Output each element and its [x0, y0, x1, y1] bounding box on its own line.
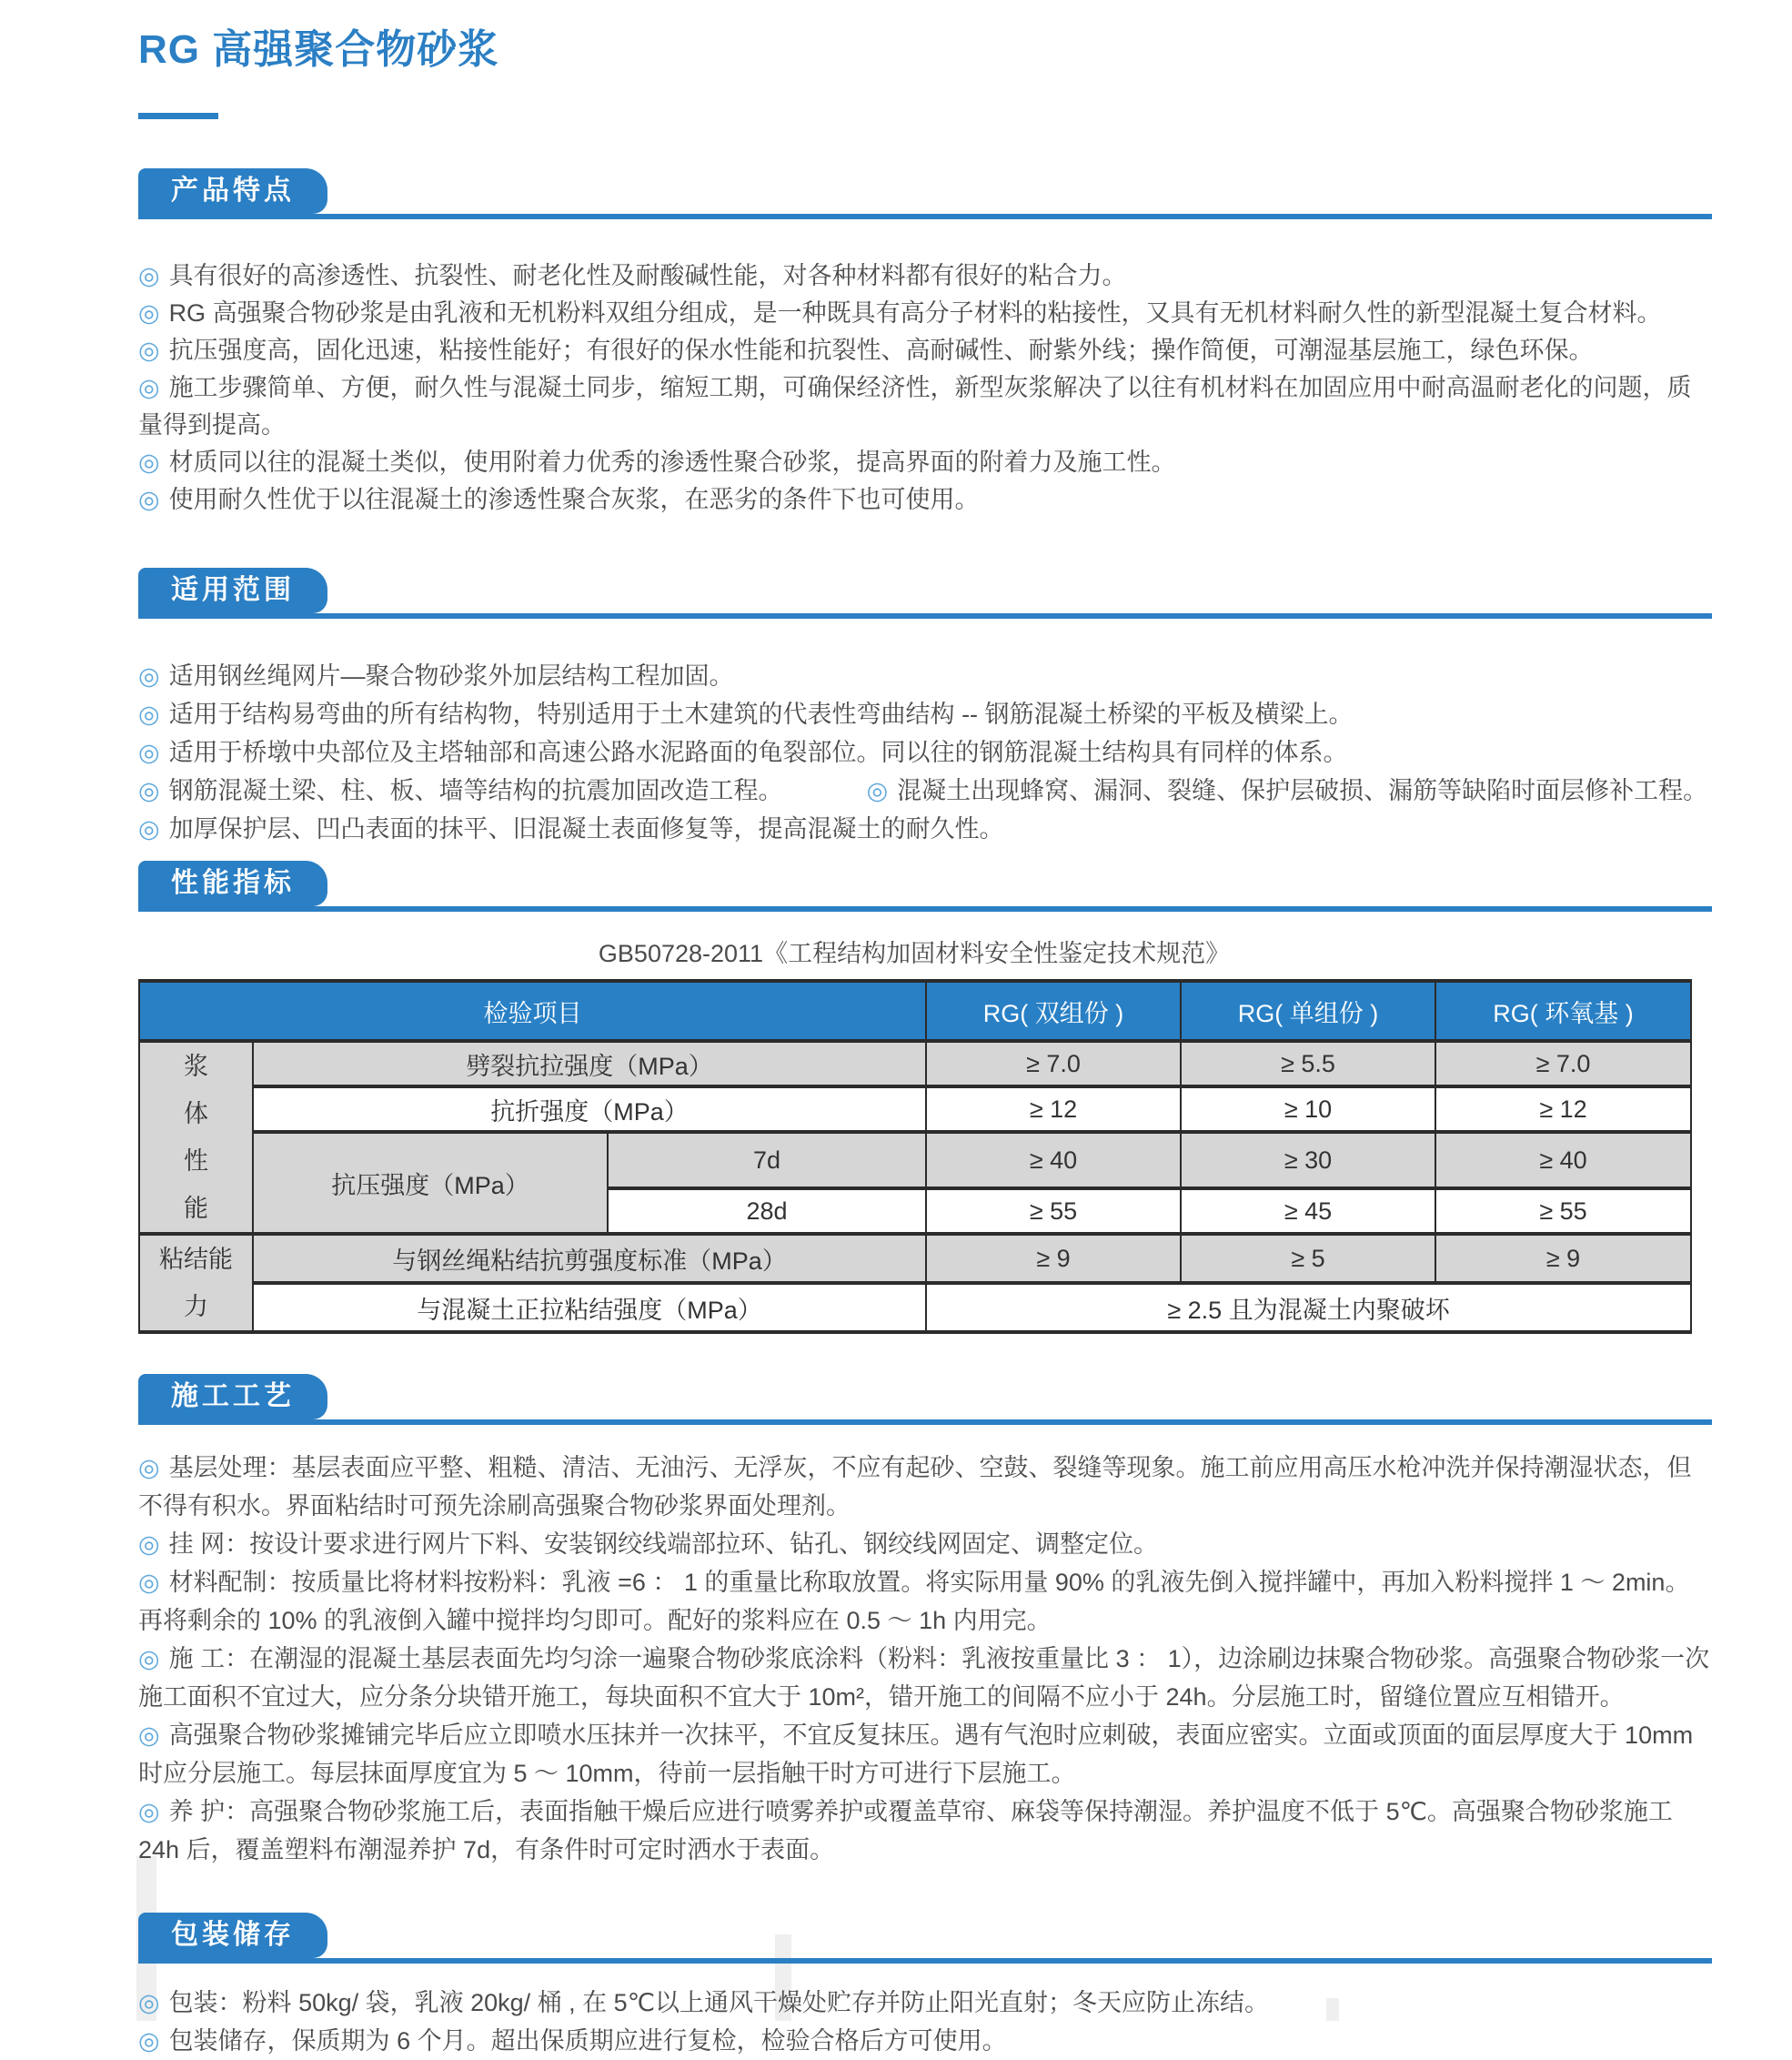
list-item-text: 适用于桥墩中央部位及主塔轴部和高速公路水泥路面的龟裂部位。同以往的钢筋混凝土结构具有同样的体系。	[168, 739, 1348, 766]
bullet-icon: ◎	[138, 2027, 160, 2055]
list-item	[138, 258, 1712, 295]
list-item	[138, 810, 1712, 848]
bullet-icon: ◎	[138, 449, 160, 476]
item-cell: 与混凝土正拉粘结强度（MPa）	[253, 1283, 926, 1332]
list-item	[138, 369, 1712, 444]
table-row	[139, 1041, 1691, 1086]
list-item	[138, 332, 1712, 369]
section-rule	[138, 1958, 1712, 1964]
value-cell: ≥ 9	[926, 1234, 1181, 1283]
item-cell: 与钢丝绳粘结抗剪强度标准（MPa）	[253, 1234, 926, 1283]
section-rule	[138, 906, 1712, 912]
list-item	[138, 444, 1712, 481]
list-item	[138, 1640, 1712, 1716]
table-row	[139, 1086, 1691, 1132]
list-item	[138, 1792, 1712, 1869]
item-cell: 抗折强度（MPa）	[253, 1086, 926, 1132]
section-tab-process: 施工工艺	[138, 1374, 327, 1419]
sub-cell: 28d	[608, 1188, 926, 1234]
table-header-row	[139, 981, 1691, 1041]
section-header-process	[138, 1374, 1712, 1425]
list-item-text: RG 高强聚合物砂浆是由乳液和无机粉料双组分组成，是一种既具有高分子材料的粘接性，又具有无机材料耐久性的新型混凝土复合材料。	[168, 299, 1662, 327]
list-item	[138, 1449, 1712, 1525]
bullet-icon: ◎	[138, 337, 160, 364]
list-item-pair	[138, 772, 1712, 810]
merged-value-cell: ≥ 2.5 且为混凝土内聚破坏	[926, 1283, 1691, 1332]
bullet-icon: ◎	[138, 815, 160, 843]
section-scope	[138, 568, 1712, 848]
bullet-icon: ◎	[138, 1645, 160, 1672]
page-title: RG 高强聚合物砂浆	[138, 27, 499, 72]
bullet-icon: ◎	[138, 701, 160, 728]
bullet-icon: ◎	[138, 1569, 160, 1596]
scope-list	[138, 657, 1712, 848]
list-item	[138, 1716, 1712, 1792]
list-item-text: 高强聚合物砂浆摊铺完毕后应立即喷水压抹并一次抹平，不宜反复抹压。遇有气泡时应刺破，表面应密实。立面或顶面的面层厚度大于 10mm 时应分层施工。每层抹面厚度宜为 5 ～ 10mm，待前一层指触干时方可进行下层施工。	[138, 1722, 1694, 1787]
section-header-features	[138, 168, 1712, 219]
table-row	[139, 1283, 1691, 1332]
list-item	[138, 733, 1712, 772]
list-item	[138, 695, 1712, 733]
group-label-slurry: 浆体性能	[139, 1041, 253, 1234]
section-packaging	[138, 1913, 1712, 2060]
bullet-icon: ◎	[138, 1798, 160, 1825]
section-tab-features: 产品特点	[138, 168, 327, 214]
value-cell: ≥ 9	[1435, 1234, 1691, 1283]
section-features	[138, 168, 1712, 519]
list-item	[138, 481, 1712, 519]
section-header-performance	[138, 861, 1712, 912]
bullet-icon: ◎	[138, 1722, 160, 1749]
value-cell: ≥ 55	[926, 1188, 1181, 1234]
section-rule	[138, 613, 1712, 619]
section-tab-packaging: 包装储存	[138, 1913, 327, 1958]
value-cell: ≥ 10	[1181, 1086, 1435, 1132]
list-item-text: 养 护：高强聚合物砂浆施工后，表面指触干燥后应进行喷雾养护或覆盖草帘、麻袋等保持潮湿。养护温度不低于 5℃。高强聚合物砂浆施工 24h 后，覆盖塑料布潮湿养护 7d，有条件时可定时洒水于表面。	[138, 1798, 1673, 1863]
packaging-list	[138, 1984, 1712, 2060]
list-item	[138, 1525, 1712, 1563]
value-cell: ≥ 40	[1435, 1132, 1691, 1188]
bullet-icon: ◎	[138, 739, 160, 766]
list-item-text: 施 工：在潮湿的混凝土基层表面先均匀涂一遍聚合物砂浆底涂料（粉料：乳液按重量比 3 ： 1），边涂刷边抹聚合物砂浆。高强聚合物砂浆一次施工面积不宜过大，应分条分块错开施工，每块面积不宜大于 10m²，错开施工的间隔不应小于 24h。分层施工时，留缝位置应互相错开。	[138, 1645, 1710, 1711]
section-header-scope	[138, 568, 1712, 619]
header-cell-rg2: RG( 双组份 )	[926, 981, 1181, 1041]
table-row	[139, 1132, 1691, 1188]
list-item-text: 钢筋混凝土梁、柱、板、墙等结构的抗震加固改造工程。	[168, 777, 783, 804]
list-item-text: 施工步骤简单、方便，耐久性与混凝土同步，缩短工期，可确保经济性，新型灰浆解决了以往有机材料在加固应用中耐高温耐老化的问题，质量得到提高。	[138, 374, 1692, 439]
sub-cell: 7d	[608, 1132, 926, 1188]
section-process	[138, 1374, 1712, 1869]
list-item-text: 使用耐久性优于以往混凝土的渗透性聚合灰浆，在恶劣的条件下也可使用。	[168, 486, 980, 513]
header-cell-rge: RG( 环氧基 )	[1435, 981, 1691, 1041]
value-cell: ≥ 45	[1181, 1188, 1435, 1234]
list-item-text: 抗压强度高，固化迅速，粘接性能好；有很好的保水性能和抗裂性、高耐碱性、耐紫外线；操作简便，可潮湿基层施工，绿色环保。	[168, 337, 1594, 364]
value-cell: ≥ 5	[1181, 1234, 1435, 1283]
section-tab-performance: 性能指标	[138, 861, 327, 906]
bullet-icon: ◎	[138, 262, 160, 289]
header-cell-item: 检验项目	[139, 981, 926, 1041]
list-item	[138, 657, 1712, 695]
list-item-text: 材料配制：按质量比将材料按粉料：乳液 =6 ： 1 的重量比称取放置。将实际用量 90% 的乳液先倒入搅拌罐中，再加入粉料搅拌 1 ～ 2min。再将剩余的 10% 的乳液倒入罐中搅拌均匀即可。配好的浆料应在 0.5 ～ 1h 内用完。	[138, 1569, 1690, 1634]
item-cell: 劈裂抗拉强度（MPa）	[253, 1041, 926, 1086]
item-cell: 抗压强度（MPa）	[253, 1132, 608, 1234]
list-item-text: 包装：粉料 50kg/ 袋，乳液 20kg/ 桶 , 在 5℃以上通风干燥处贮存并防止阳光直射；冬天应防止冻结。	[168, 1989, 1270, 2016]
list-item-text: 挂 网：按设计要求进行网片下料、安装钢绞线端部拉环、钻孔、钢绞线网固定、调整定位。	[168, 1530, 1159, 1558]
bullet-icon: ◎	[138, 1530, 160, 1558]
list-item-text: 具有很好的高渗透性、抗裂性、耐老化性及耐酸碱性能，对各种材料都有很好的粘合力。	[168, 262, 1127, 289]
bullet-icon: ◎	[138, 1454, 160, 1481]
list-item-text: 适用钢丝绳网片—聚合物砂浆外加层结构工程加固。	[168, 662, 734, 690]
group-label-bond: 粘结能力	[139, 1234, 253, 1332]
bullet-icon: ◎	[138, 486, 160, 513]
title-accent-dash	[138, 113, 218, 119]
list-item-text: 加厚保护层、凹凸表面的抹平、旧混凝土表面修复等，提高混凝土的耐久性。	[168, 815, 1004, 843]
process-list	[138, 1449, 1712, 1869]
list-item-text: 混凝土出现蜂窝、漏洞、裂缝、保护层破损、漏筋等缺陷时面层修补工程。	[897, 777, 1708, 804]
list-item	[867, 772, 1708, 810]
list-item	[138, 1563, 1712, 1640]
value-cell: ≥ 7.0	[1435, 1041, 1691, 1086]
section-rule	[138, 214, 1712, 219]
value-cell: ≥ 5.5	[1181, 1041, 1435, 1086]
bullet-icon: ◎	[138, 1989, 160, 2016]
section-header-packaging	[138, 1913, 1712, 1964]
performance-table	[138, 979, 1692, 1334]
bullet-icon: ◎	[138, 777, 160, 804]
list-item-text: 材质同以往的混凝土类似，使用附着力优秀的渗透性聚合砂浆，提高界面的附着力及施工性。	[168, 449, 1176, 476]
list-item	[138, 295, 1712, 332]
features-list	[138, 258, 1712, 519]
value-cell: ≥ 30	[1181, 1132, 1435, 1188]
list-item	[138, 1984, 1712, 2022]
value-cell: ≥ 40	[926, 1132, 1181, 1188]
value-cell: ≥ 12	[1435, 1086, 1691, 1132]
section-tab-scope: 适用范围	[138, 568, 327, 613]
section-performance	[138, 861, 1712, 1334]
bullet-icon: ◎	[138, 662, 160, 690]
table-row	[139, 1234, 1691, 1283]
list-item-text: 基层处理：基层表面应平整、粗糙、清洁、无油污、无浮灰，不应有起砂、空鼓、裂缝等现象。施工前应用高压水枪冲洗并保持潮湿状态，但不得有积水。界面粘结时可预先涂刷高强聚合物砂浆界面处理剂。	[138, 1454, 1692, 1520]
bullet-icon: ◎	[138, 299, 160, 327]
table-caption: GB50728-2011《工程结构加固材料安全性鉴定技术规范》	[598, 940, 1231, 967]
list-item	[138, 772, 783, 810]
value-cell: ≥ 12	[926, 1086, 1181, 1132]
value-cell: ≥ 7.0	[926, 1041, 1181, 1086]
value-cell: ≥ 55	[1435, 1188, 1691, 1234]
section-rule	[138, 1419, 1712, 1425]
list-item-text: 适用于结构易弯曲的所有结构物，特别适用于土木建筑的代表性弯曲结构 -- 钢筋混凝土桥梁的平板及横梁上。	[168, 701, 1354, 728]
list-item	[138, 2022, 1712, 2060]
bullet-icon: ◎	[138, 374, 160, 401]
bullet-icon: ◎	[866, 777, 889, 804]
list-item-text: 包装储存，保质期为 6 个月。超出保质期应进行复检，检验合格后方可使用。	[168, 2027, 1007, 2055]
header-cell-rg1: RG( 单组份 )	[1181, 981, 1435, 1041]
